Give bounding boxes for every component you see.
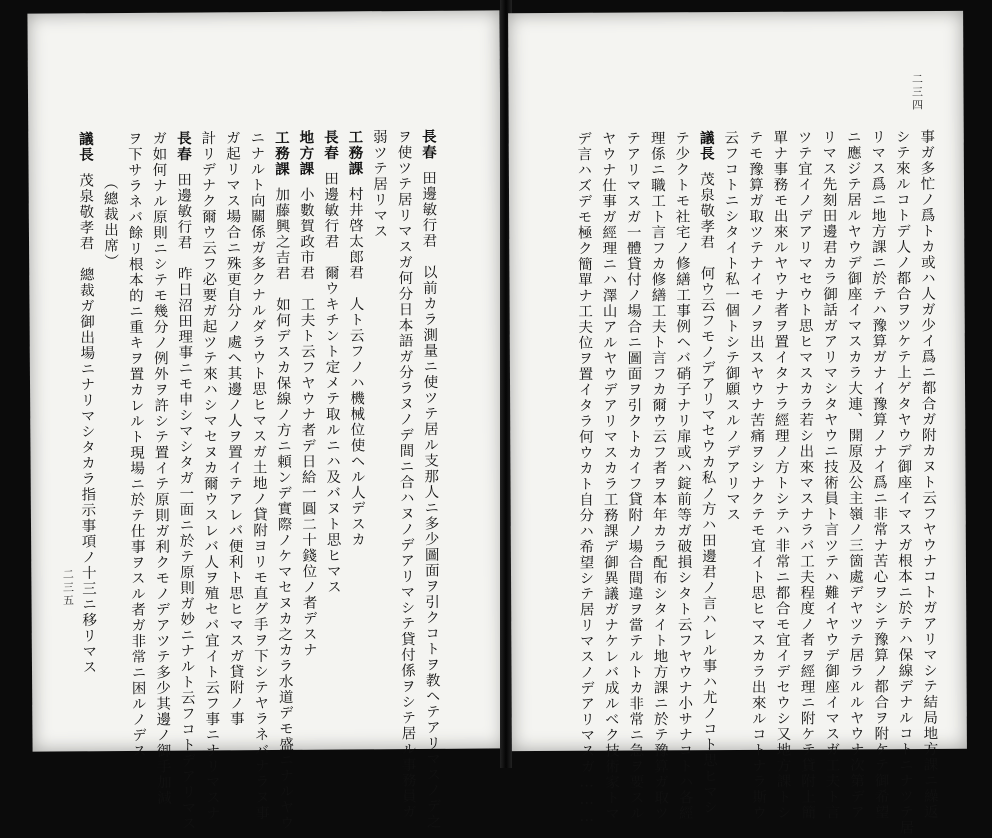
text-column [248, 130, 270, 821]
column-text: ツテ宜イノデアリマセウト思ヒマスカラ若シ出來マスナラバ工夫程度ノ者ヲ經理ニ附ケテ貸附上簡 [795, 129, 816, 821]
text-column [322, 129, 340, 594]
column-text: 單ナ事務モ出來ルヤウナ者ヲ置イタナラ經理ノ方トシテハ非常ニ都合モ宜イデセウシ又地方課トシ [771, 129, 791, 821]
speaker-label: 議長 [76, 131, 94, 163]
speaker-label: 工務課 [272, 129, 291, 178]
column-text: 小數賀政市君 工夫ト云フヤウナ者デ日給一圓二十錢位ノ者デスナ [297, 186, 317, 658]
text-column [125, 130, 147, 759]
text-column [746, 129, 767, 821]
text-column [624, 130, 644, 822]
right-page-number: 二三四 [910, 73, 924, 113]
column-text: 計リデナク爾ウ云フ必要ガ起ツテ來ハシマセヌカ爾ウスレバ人ヲ殖セバ宜イト云フ事ニナリマスナ [199, 130, 221, 822]
text-column [844, 129, 865, 821]
column-text: 理係ニ職工ト言フカ修繕工夫ト言フカ爾ウ云フ者ヲ本年カラ配布シタイト地方課ニ於テ豫算ガ取ツ [648, 130, 669, 822]
text-column [869, 129, 889, 821]
right-page [508, 11, 967, 836]
speaker-label: 長春 [321, 129, 339, 162]
column-text: テアリマスガ一體貸付ノ場合ニ圖面ヲ引クトカイフ貸附ノ場合間違ヲ當テルトカ非常ニ急ヲ要スル [624, 130, 644, 822]
column-text: 田邊敏行君 昨日沼田理事ニモ申シマシタガ一面ニ於テ原則ガ妙ニナルト云フコトデアリマス [175, 171, 196, 832]
column-text: 云フコトニシタイト私一個トシテ御願スルノデアリマス [722, 129, 741, 523]
column-text: ガ如何ナル原則ニシテモ幾分ノ例外ヲ許シテ置イテ原則ガ利クモノデアツテ多少其邊ノ御手加減 [150, 130, 171, 806]
column-text: 茂泉敬孝君 總裁ガ御出場ニナリマシタカラ指示事項ノ十三ニ移リマス [77, 172, 97, 676]
text-column [347, 129, 364, 547]
text-column [199, 130, 221, 822]
column-text: テ少クトモ社宅ノ修繕工事例ヘバ硝子ナリ扉或ハ錠前等ガ破損シタト云フヤウナ小サナコトハ各經 [673, 130, 693, 822]
column-text: ニ應ジテ居ルヤウデ御座イマスカラ大連、開原及公主嶺ノ三箇處デヤツテ居ラルルヤウナ次第デア [844, 129, 865, 821]
text-column [795, 129, 816, 821]
text-column [918, 128, 938, 820]
column-text: テモ豫算ガ取ツテナイモノヲ出スヤウナ苦痛ヲシナクテモ宜イト思ヒマスカラ出來ルコトナラ斯ウ [746, 129, 767, 821]
text-column [150, 130, 171, 806]
speaker-label: 長春 [419, 128, 437, 161]
text-column [820, 129, 840, 821]
text-column [371, 129, 386, 239]
text-column [648, 130, 669, 822]
column-text: 村井啓太郎君 人ト云フノハ機械位使ヘル人デスカ [346, 186, 366, 548]
column-text: ニナルト向關係ガ多クナルダラウト思ヒマスガ土地ノ貸附ヨリモ直グ手ヲ下シテヤラネバナラヌ事 [248, 130, 270, 821]
text-column [272, 129, 294, 831]
column-text: 茂泉敬孝君 何ウ云フモノデアリマセウカ私ノ方ハ田邊君ノ言ハレル事ハ尤ノコト思ヒマシ [697, 171, 718, 816]
text-column [893, 129, 914, 836]
text-column [77, 131, 95, 675]
text-column [723, 130, 740, 523]
text-column [174, 130, 196, 832]
column-text: 弱ツテ居リマス [370, 129, 388, 240]
text-column [673, 130, 693, 822]
text-column [223, 130, 244, 727]
text-column [697, 130, 718, 816]
column-text: 加藤興之吉君 如何デスカ保線ノ方ニ頼ンデ實際ノケマセヌカ之カラ水道デモ盛ニナルヤウ [273, 186, 294, 831]
column-text: デ言ハズデモ極ク簡單ナ工夫位ヲ置イタラ何ウカト自分ハ希望シテ居リマスノデアリマスガ……… [575, 130, 595, 827]
column-text: 田邊敏行君 以前カラ測量ニ使ツテ居ル支那人ニ多少圖面ヲ引クコトヲ教ヘテアリマスノデ之 [420, 170, 441, 830]
column-text: シテ來ルコトデ人ノ都合ヲツケテ上ゲタヤウデ御座イマスガ根本ニ於テハ保線デナルコトニナツテ居 [893, 129, 914, 836]
speaker-label: 長春 [174, 130, 192, 163]
speaker-label: 地方課 [297, 129, 315, 177]
text-column [575, 130, 595, 827]
speaker-label: 議長 [697, 130, 715, 162]
column-text: ヤウナ仕事ガ經理ニハ澤山アルヤウデアリマスカラ工務課デ御異議ガナケレバ成ルベク技術家トマ [599, 130, 620, 822]
text-column [771, 129, 791, 821]
left-page-number: 二三五 [61, 568, 75, 608]
text-column [298, 130, 316, 658]
column-text: リマス爲ニ地方課ニ於テハ豫算ガナイ豫算ノナイ爲ニ非常ナ苦心ヲシテ豫算ノ都合ヲ附ケテ御希望 [869, 129, 889, 821]
text-column [599, 130, 620, 822]
column-text: ヲ使ツテ居リマスガ何分日本語ガ分ラヌノデ間ニ合ハヌノデアリマシテ貸付係ヲシテ居ル事務員ガ [395, 128, 417, 820]
speaker-label: 工務課 [346, 129, 364, 177]
column-text: （總裁出席） [101, 175, 119, 270]
column-text: 田邊敏行君 爾ウキチント定メテ取ルニハ及バヌト思ヒマス [322, 170, 341, 595]
column-text: ヲ下サラネバ餘リ根本的ニ重キヲ置カレルト現場ニ於テ仕事ヲスル者ガ非常ニ困ルノデス [125, 130, 147, 759]
left-page [27, 10, 504, 832]
text-column [419, 128, 441, 830]
text-column [102, 175, 117, 269]
column-text: ガ起リマス場合ニ殊更自分ノ處ヘ其邊ノ人ヲ置イテアレバ便利ト思ヒマスガ貸附ノ事 [223, 130, 244, 727]
text-column [395, 128, 417, 820]
column-text: リマス先刻田邊君カラ御話ガアリマシタヤウニ技術員ト言ツテハ難イヤウデ御座イマスガ工夫ト言 [820, 129, 840, 821]
column-text: 事ガ多忙ノ爲トカ或ハ人ガ少イ爲ニ都合ガ附カヌト云フヤウナコトガアリマシテ結局地方課ニ繰返 [918, 128, 938, 820]
